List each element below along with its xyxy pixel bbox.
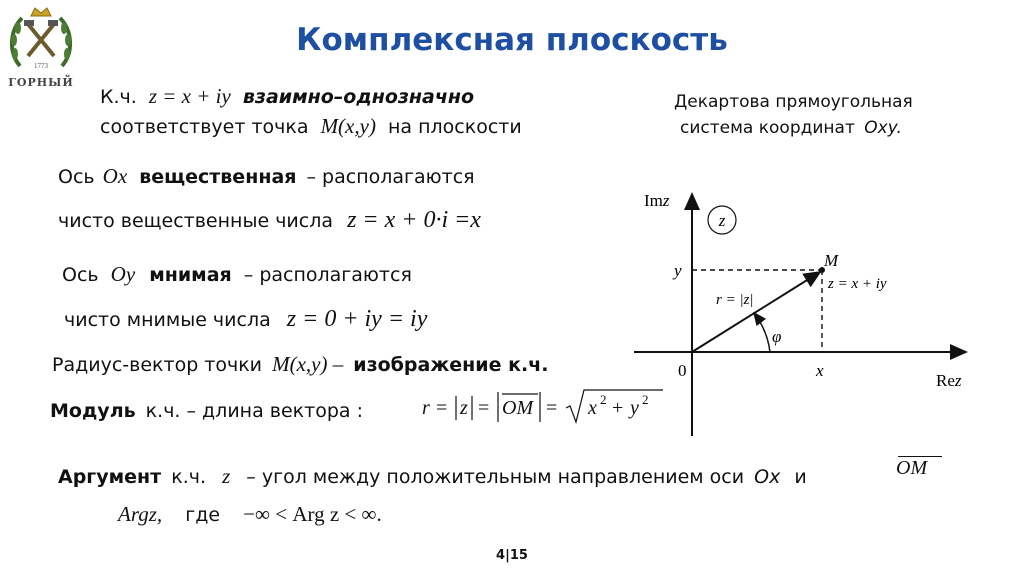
im-label: Im	[644, 191, 663, 210]
svg-text:=: =	[478, 397, 490, 419]
point-formula: z = x + iy	[828, 276, 887, 292]
svg-text:r: r	[422, 397, 430, 419]
real-axis-line-2-text: чисто вещественные числа	[58, 210, 334, 232]
real-axis-line-1	[58, 164, 475, 189]
radius-vector	[692, 272, 820, 352]
logo-year: 1773	[34, 62, 48, 70]
line-2-suffix: на плоскости	[387, 116, 522, 138]
svg-text:x: x	[588, 397, 597, 419]
svg-text:Imz	[644, 191, 670, 210]
argument-text-2: – угол между положительным направлением оси	[246, 466, 745, 488]
svg-text:z: z	[460, 397, 468, 419]
argument-var: z	[222, 464, 231, 488]
imag-axis-formula: z = 0 + iy = iy	[286, 306, 428, 332]
line-1-suffix: взаимно–однозначно	[242, 86, 475, 108]
complex-plane-diagram	[630, 180, 990, 440]
imag-axis-prefix: Ось	[62, 264, 99, 286]
circle-label: z	[718, 211, 726, 230]
arg-where: где	[185, 504, 221, 526]
argument-axis: Ox	[754, 466, 781, 488]
svg-text:OM: OM	[502, 397, 534, 419]
real-axis-suffix: – располагаются	[306, 166, 475, 188]
line-2	[100, 114, 522, 139]
complex-plane-svg	[630, 180, 990, 440]
imag-axis-name: Oy	[110, 262, 136, 286]
cartesian-line-2-prefix: система координат	[680, 118, 855, 138]
line-1-prefix: К.ч.	[100, 86, 137, 108]
svg-text:Rez	[936, 371, 962, 390]
y-tick: y	[674, 261, 682, 280]
modulus-line	[50, 400, 363, 422]
argument-and: и	[794, 466, 807, 488]
svg-text:2: 2	[642, 392, 649, 407]
argument-vector-label: OM	[896, 457, 928, 479]
arg-name: Argz,	[118, 502, 163, 526]
x-tick: x	[816, 361, 824, 380]
cartesian-line-1: Декартова прямоугольная	[674, 92, 913, 112]
real-axis-formula: z = x + 0·i =x	[347, 207, 481, 233]
origin-label: 0	[678, 361, 687, 380]
real-axis-prefix: Ось	[58, 166, 95, 188]
radius-point: M(x,y) –	[272, 352, 344, 376]
imag-axis-line-2-text: чисто мнимые числа	[64, 309, 271, 331]
real-axis-bold: вещественная	[139, 166, 297, 188]
re-var: z	[954, 371, 962, 390]
line-1-formula: z = x + iy	[148, 84, 231, 108]
radius-line	[52, 352, 548, 377]
imag-axis-line-1	[62, 262, 412, 287]
re-label: Re	[936, 371, 955, 390]
logo-caption: ГОРНЫЙ	[8, 76, 74, 89]
imag-axis-bold: мнимая	[149, 264, 232, 286]
point-label: M	[824, 251, 839, 270]
arg-range: −∞ < Arg z < ∞.	[243, 502, 382, 526]
modulus-bold: Модуль	[50, 400, 136, 422]
line-1	[100, 84, 474, 109]
radius-prefix: Радиус-вектор точки	[52, 354, 263, 376]
line-2-prefix: соответствует точка	[100, 116, 309, 138]
angle-arc	[754, 313, 770, 352]
modulus-text: к.ч. – длина вектора :	[145, 400, 363, 422]
im-var: z	[662, 191, 670, 210]
svg-text:+: +	[612, 397, 624, 419]
arg-line	[118, 502, 382, 527]
radius-bold: изображение к.ч.	[353, 354, 549, 376]
angle-label: φ	[772, 327, 782, 346]
cartesian-line-2	[680, 118, 902, 138]
cartesian-axis: Oxy.	[864, 118, 902, 138]
page-number: 4|15	[496, 548, 528, 563]
imag-axis-line-2	[64, 306, 427, 333]
argument-bold: Аргумент	[58, 466, 162, 488]
svg-text:=: =	[436, 397, 448, 419]
real-axis-line-2	[58, 207, 481, 234]
argument-line	[58, 464, 807, 489]
argument-vector	[896, 456, 942, 480]
svg-text:y: y	[630, 397, 639, 419]
line-2-point: M(x,y)	[320, 114, 376, 138]
svg-text:=: =	[546, 397, 558, 419]
r-label: r = |z|	[716, 292, 754, 308]
real-axis-name: Ox	[102, 164, 128, 188]
svg-text:2: 2	[600, 392, 607, 407]
argument-text-1: к.ч.	[171, 466, 207, 488]
imag-axis-suffix: – располагаются	[243, 264, 412, 286]
page-title: Комплексная плоскость	[296, 22, 728, 58]
